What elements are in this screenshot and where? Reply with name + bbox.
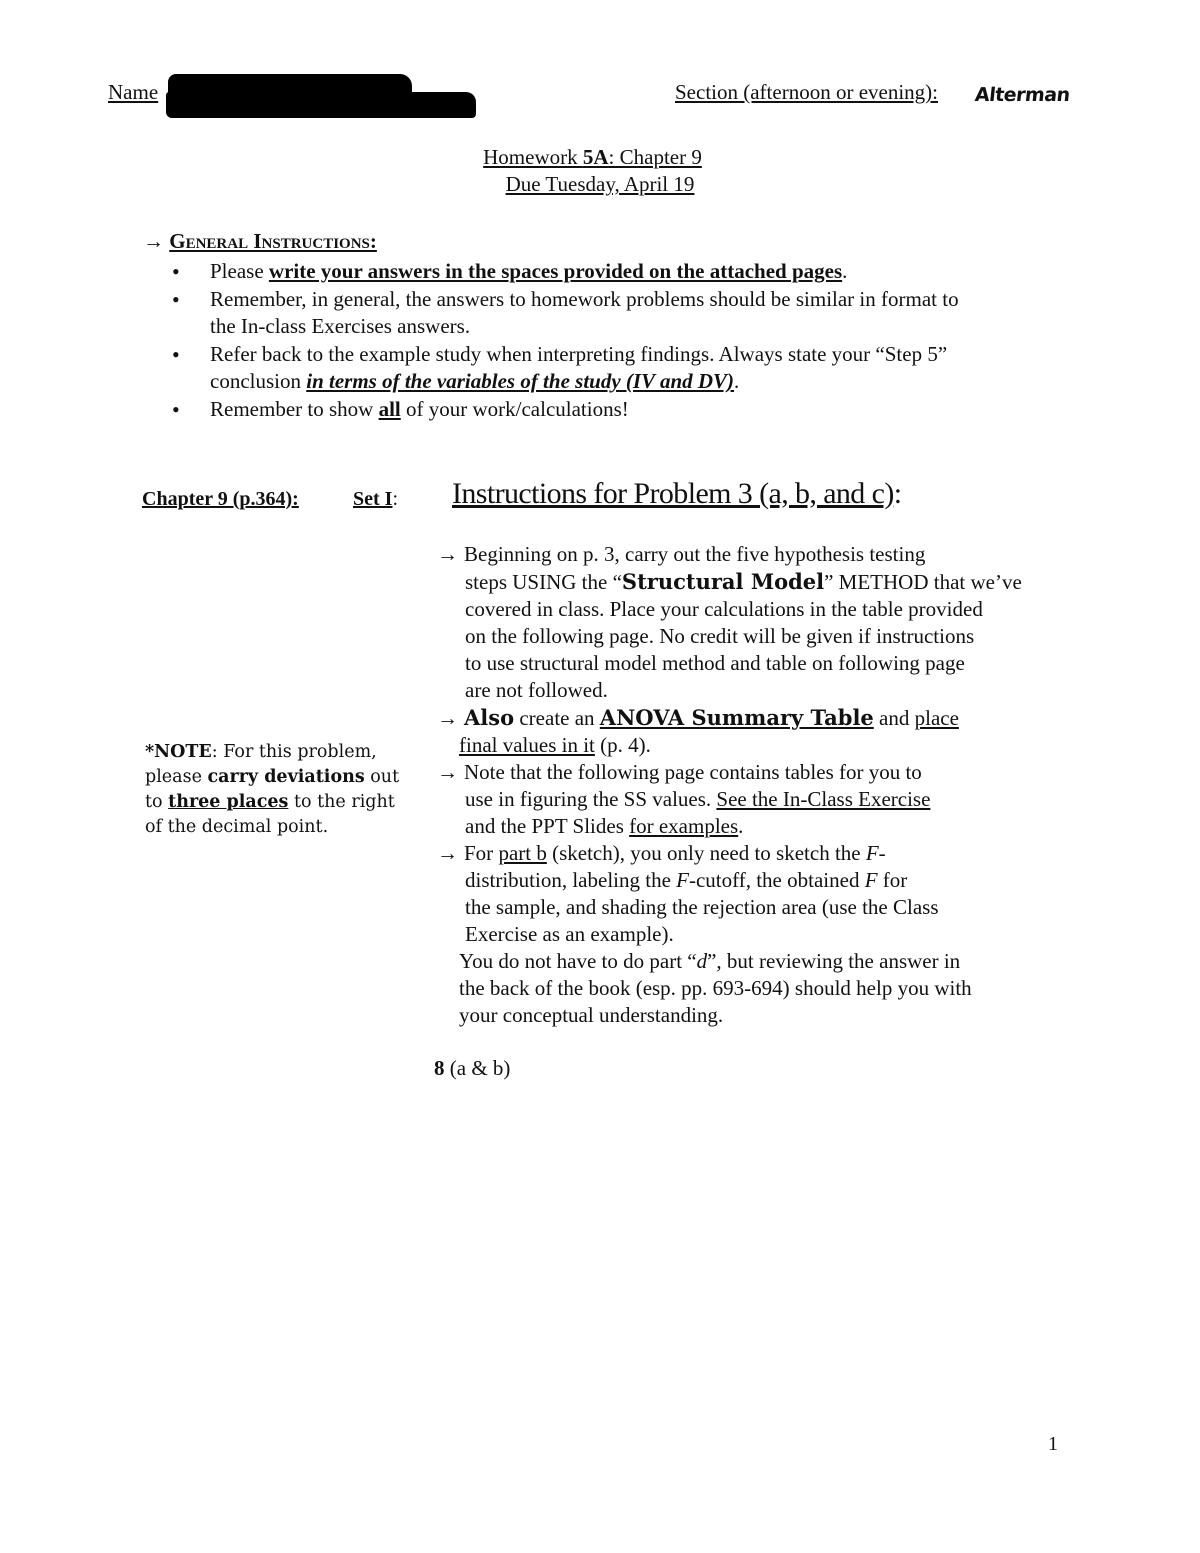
instructions-title: Instructions for Problem 3 (a, b, and c): — [452, 477, 902, 510]
step-5: You do not have to do part “d”, but reviewing the answer in — [459, 949, 961, 973]
homework-title: Homework 5A: Chapter 9 — [483, 145, 702, 169]
redaction-bar-lower — [166, 92, 476, 118]
section-handwritten-value: Alterman — [973, 84, 1071, 106]
general-instructions-heading: → General Instructions: — [143, 229, 377, 253]
name-label: Name — [108, 80, 159, 104]
problem-8-label: 8 (a & b) — [434, 1056, 511, 1080]
step-1: → Beginning on p. 3, carry out the five hypothesis testing — [437, 542, 926, 566]
problem-3-instructions: → Beginning on p. 3, carry out the five hypothesis testing steps USING the “Structural Model” METHOD that we’ve covered in class. Place your calculations in the table provided on the following page. No credit will be given if instructions to use structural model method and table on following page are not followed. → Also create an ANOVA Summary Table and place final values in it (p. 4). → Note that the following page contains tables for you to use in figuring the SS values. See the In-Class Exercise and the PPT Slides for examples. → For part b (sketch), you only need to sketch the F- distribution, labeling the F-cutoff, the obtained F for the sample, and shading the rejection area (use the Class Exercise as an example). You do not have to do part “d”, but reviewing the answer in the back of the book (esp. pp. 693-694) should help you with your conceptual understanding. — [437, 542, 1022, 1027]
chapter-label: Chapter 9 (p.364): — [142, 488, 299, 510]
arrow-icon: → — [437, 706, 458, 730]
list-item: • Please write your answers in the spaces provided on the attached pages. — [172, 258, 959, 286]
due-date: Due Tuesday, April 19 — [505, 172, 695, 196]
step-3: → Note that the following page contains tables for you to — [437, 760, 922, 784]
list-item: • Refer back to the example study when interpreting findings. Always state your “Step 5” conclusion in terms of the variables of the study (IV and DV). — [172, 341, 959, 396]
list-item: • Remember to show all of your work/calculations! — [172, 396, 959, 424]
arrow-icon: → — [437, 760, 458, 784]
list-item: • Remember, in general, the answers to homework problems should be similar in format to the In-class Exercises answers. — [172, 286, 959, 341]
arrow-icon: → — [143, 229, 164, 253]
arrow-icon: → — [437, 841, 458, 865]
page-number: 1 — [1048, 1433, 1058, 1455]
set-label: Set I: — [353, 488, 399, 510]
step-4: → For part b (sketch), you only need to sketch the F- — [437, 841, 886, 865]
deviation-note: *NOTE: For this problem, please carry deviations out to three places to the right of the decimal point. — [145, 742, 400, 837]
step-2: → Also create an ANOVA Summary Table and place — [437, 705, 959, 730]
section-label: Section (afternoon or evening): — [675, 80, 938, 104]
instructions-list — [172, 258, 959, 423]
arrow-icon: → — [437, 542, 458, 566]
